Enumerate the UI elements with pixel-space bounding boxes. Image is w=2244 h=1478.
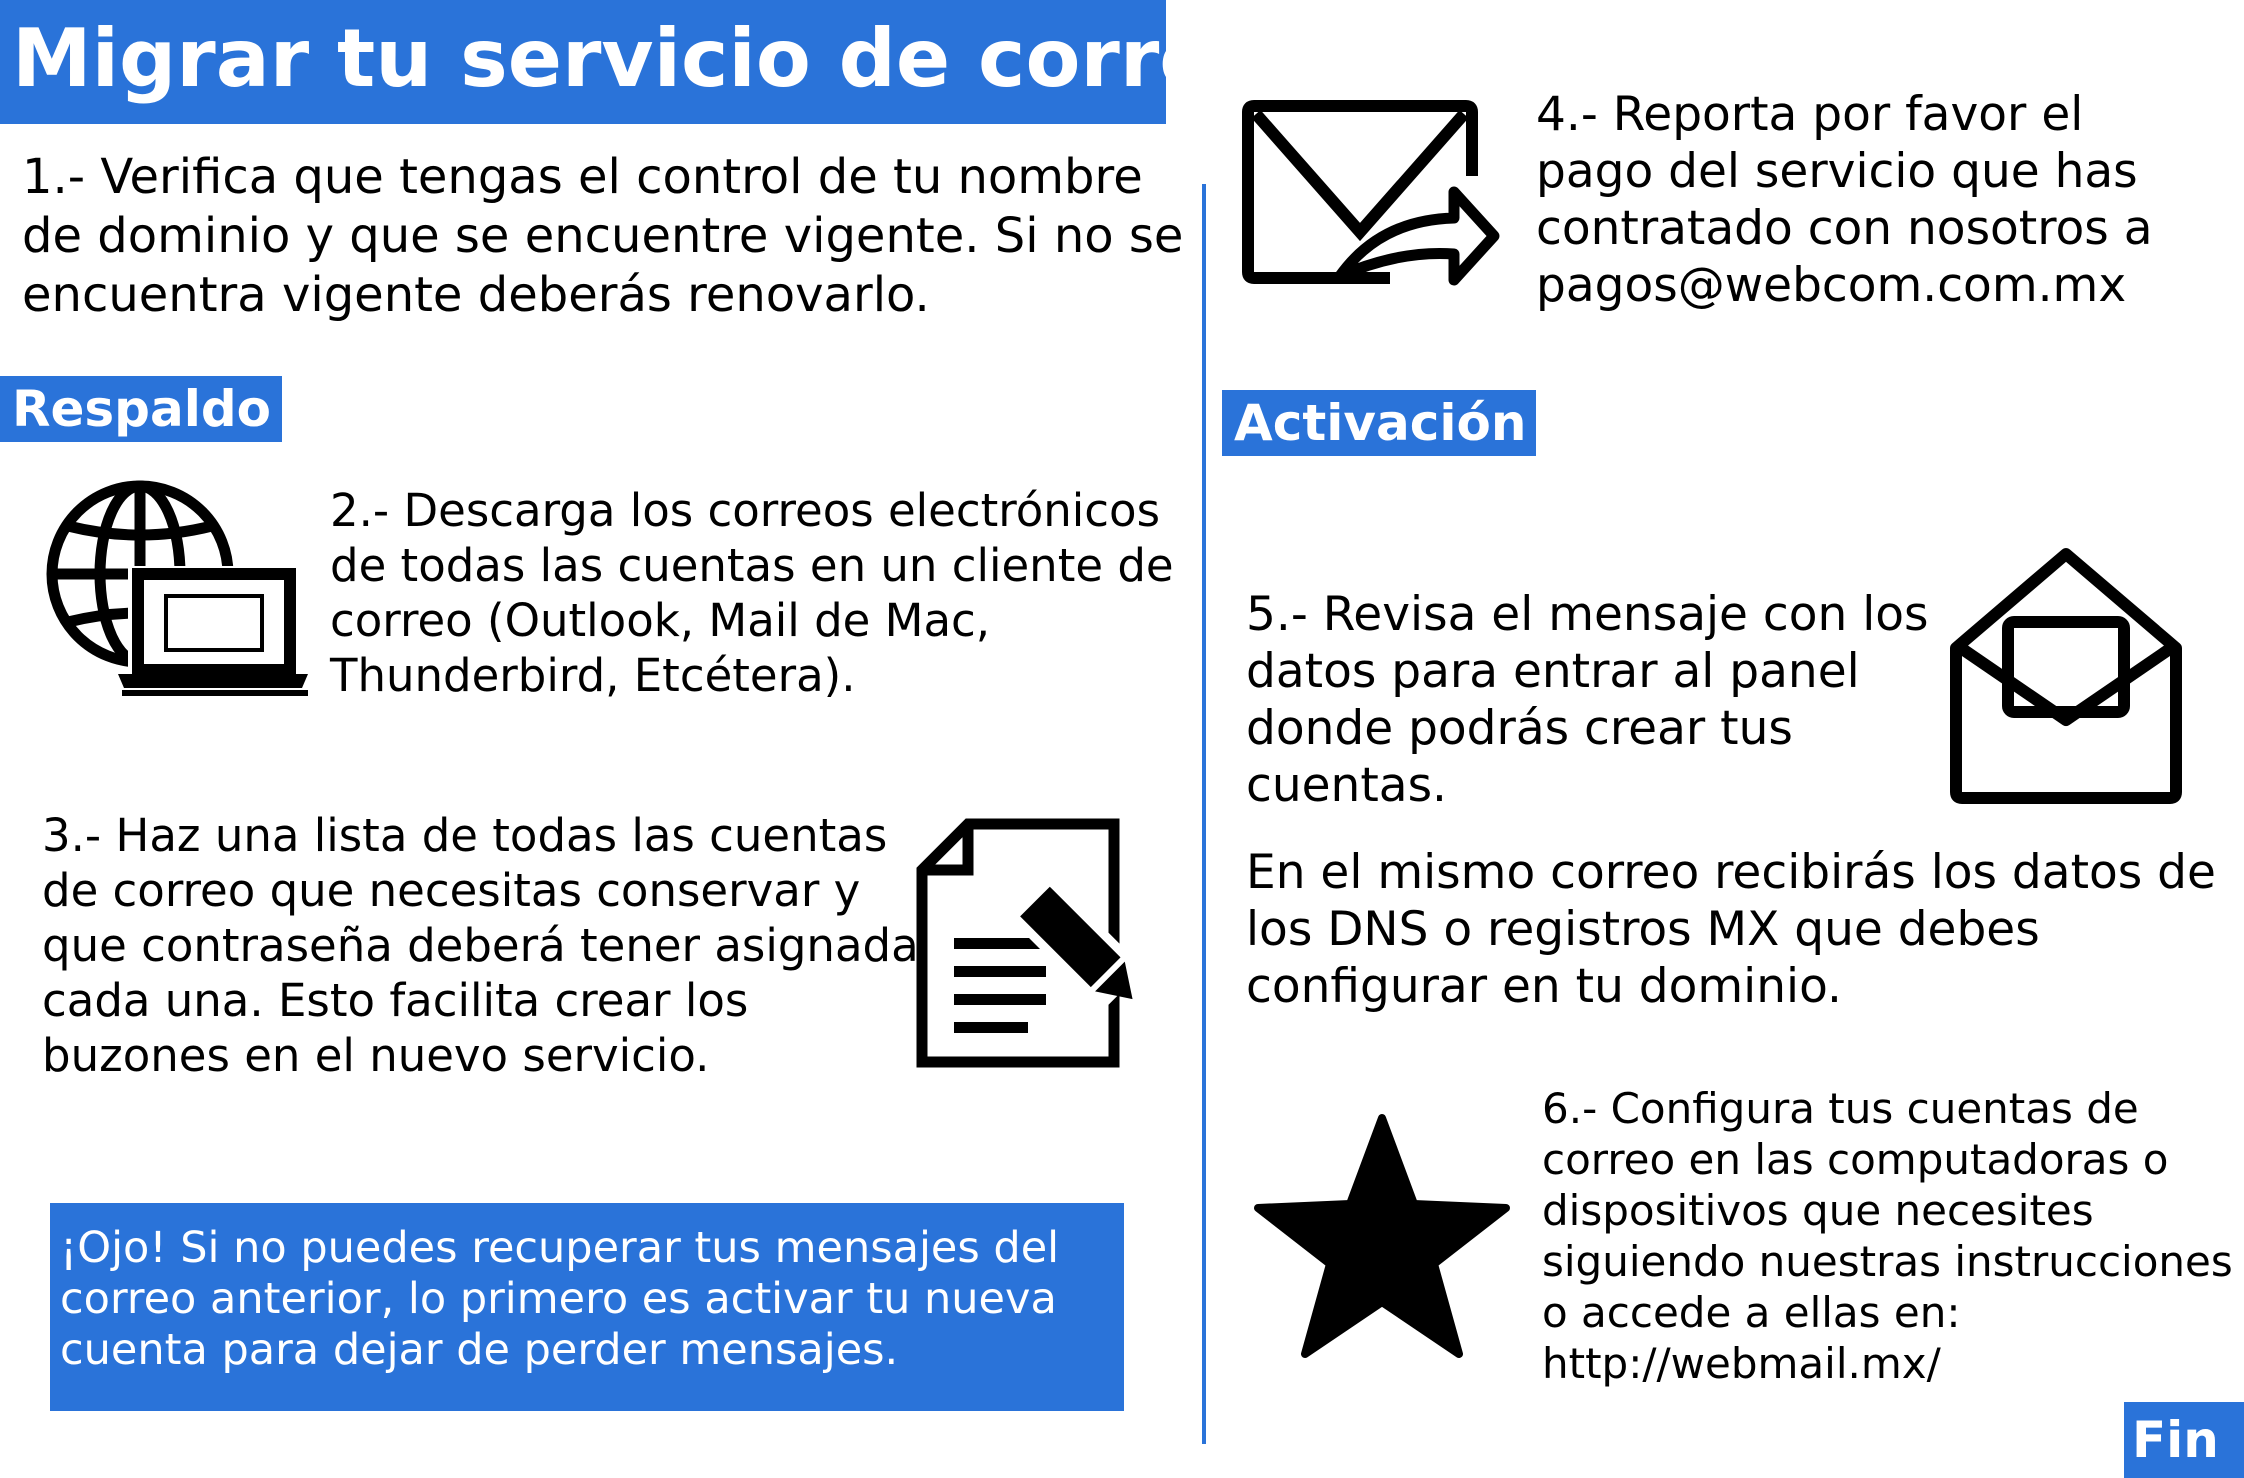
section-heading-respaldo: Respaldo [0, 376, 282, 442]
page-title: Migrar tu servicio de correo [0, 0, 1166, 124]
star-icon [1252, 1112, 1512, 1360]
step-1-line: de dominio y que se encuentre vigente. Si no se [22, 208, 1184, 264]
step-5-line: datos para entrar al panel [1246, 644, 1860, 699]
step-3-text [42, 808, 919, 1083]
step-2-line: correo (Outlook, Mail de Mac, [330, 594, 991, 647]
step-4-line: 4.- Reporta por favor el [1536, 87, 2084, 142]
step-2-text [330, 483, 1174, 703]
step-6-line: dispositivos que necesites [1542, 1186, 2094, 1235]
step-3-line: de correo que necesitas conservar y [42, 864, 861, 917]
step-4-line: pago del servicio que has [1536, 144, 2138, 199]
step-4-line: contratado con nosotros a [1536, 201, 2153, 256]
step-6-text [1542, 1083, 2233, 1389]
end-badge: Fin [2124, 1402, 2244, 1478]
step-2-line: Thunderbird, Etcétera). [330, 649, 856, 702]
column-divider [1202, 184, 1206, 1444]
step-3-line: cada una. Esto facilita crear los [42, 974, 749, 1027]
warning-note [50, 1203, 1124, 1411]
step-1-text [22, 148, 1183, 325]
mail-forward-icon [1240, 100, 1500, 290]
step-2-line: 2.- Descarga los correos electrónicos [330, 484, 1161, 537]
step-3-line: que contraseña deberá tener asignada [42, 919, 919, 972]
step-1-line: 1.- Verifica que tengas el control de tu nombre [22, 149, 1143, 205]
document-edit-icon [914, 816, 1178, 1070]
step-4-line: pagos@webcom.com.mx [1536, 258, 2127, 313]
step-5-line: 5.- Revisa el mensaje con los [1246, 587, 1929, 642]
step-6-line: siguiendo nuestras instrucciones [1542, 1237, 2233, 1286]
step-2-line: de todas las cuentas en un cliente de [330, 539, 1174, 592]
step-5-text [1246, 586, 1929, 814]
dns-note-line: los DNS o registros MX que debes [1246, 902, 2040, 957]
step-3-line: buzones en el nuevo servicio. [42, 1029, 710, 1082]
globe-laptop-icon [44, 478, 304, 698]
step-6-line: 6.- Configura tus cuentas de [1542, 1084, 2139, 1133]
step-5-line: donde podrás crear tus [1246, 701, 1793, 756]
dns-note-line: En el mismo correo recibirás los datos de [1246, 845, 2216, 900]
step-1-line: encuentra vigente deberás renovarlo. [22, 267, 930, 323]
step-3-line: 3.- Haz una lista de todas las cuentas [42, 809, 888, 862]
warning-line: correo anterior, lo primero es activar tu nueva [60, 1274, 1057, 1324]
step-5-line: cuentas. [1246, 758, 1447, 813]
webmail-link[interactable]: http://webmail.mx/ [1542, 1339, 1941, 1388]
step-6-line: o accede a ellas en: [1542, 1288, 1961, 1337]
open-envelope-icon [1948, 546, 2184, 806]
step-4-text [1536, 86, 2153, 314]
step-6-line: correo en las computadoras o [1542, 1135, 2169, 1184]
dns-note-text [1246, 844, 2216, 1015]
section-heading-activacion: Activación [1222, 390, 1536, 456]
dns-note-line: configurar en tu dominio. [1246, 959, 1842, 1014]
warning-line: ¡Ojo! Si no puedes recuperar tus mensajes del [60, 1223, 1060, 1273]
warning-line: cuenta para dejar de perder mensajes. [60, 1325, 899, 1375]
